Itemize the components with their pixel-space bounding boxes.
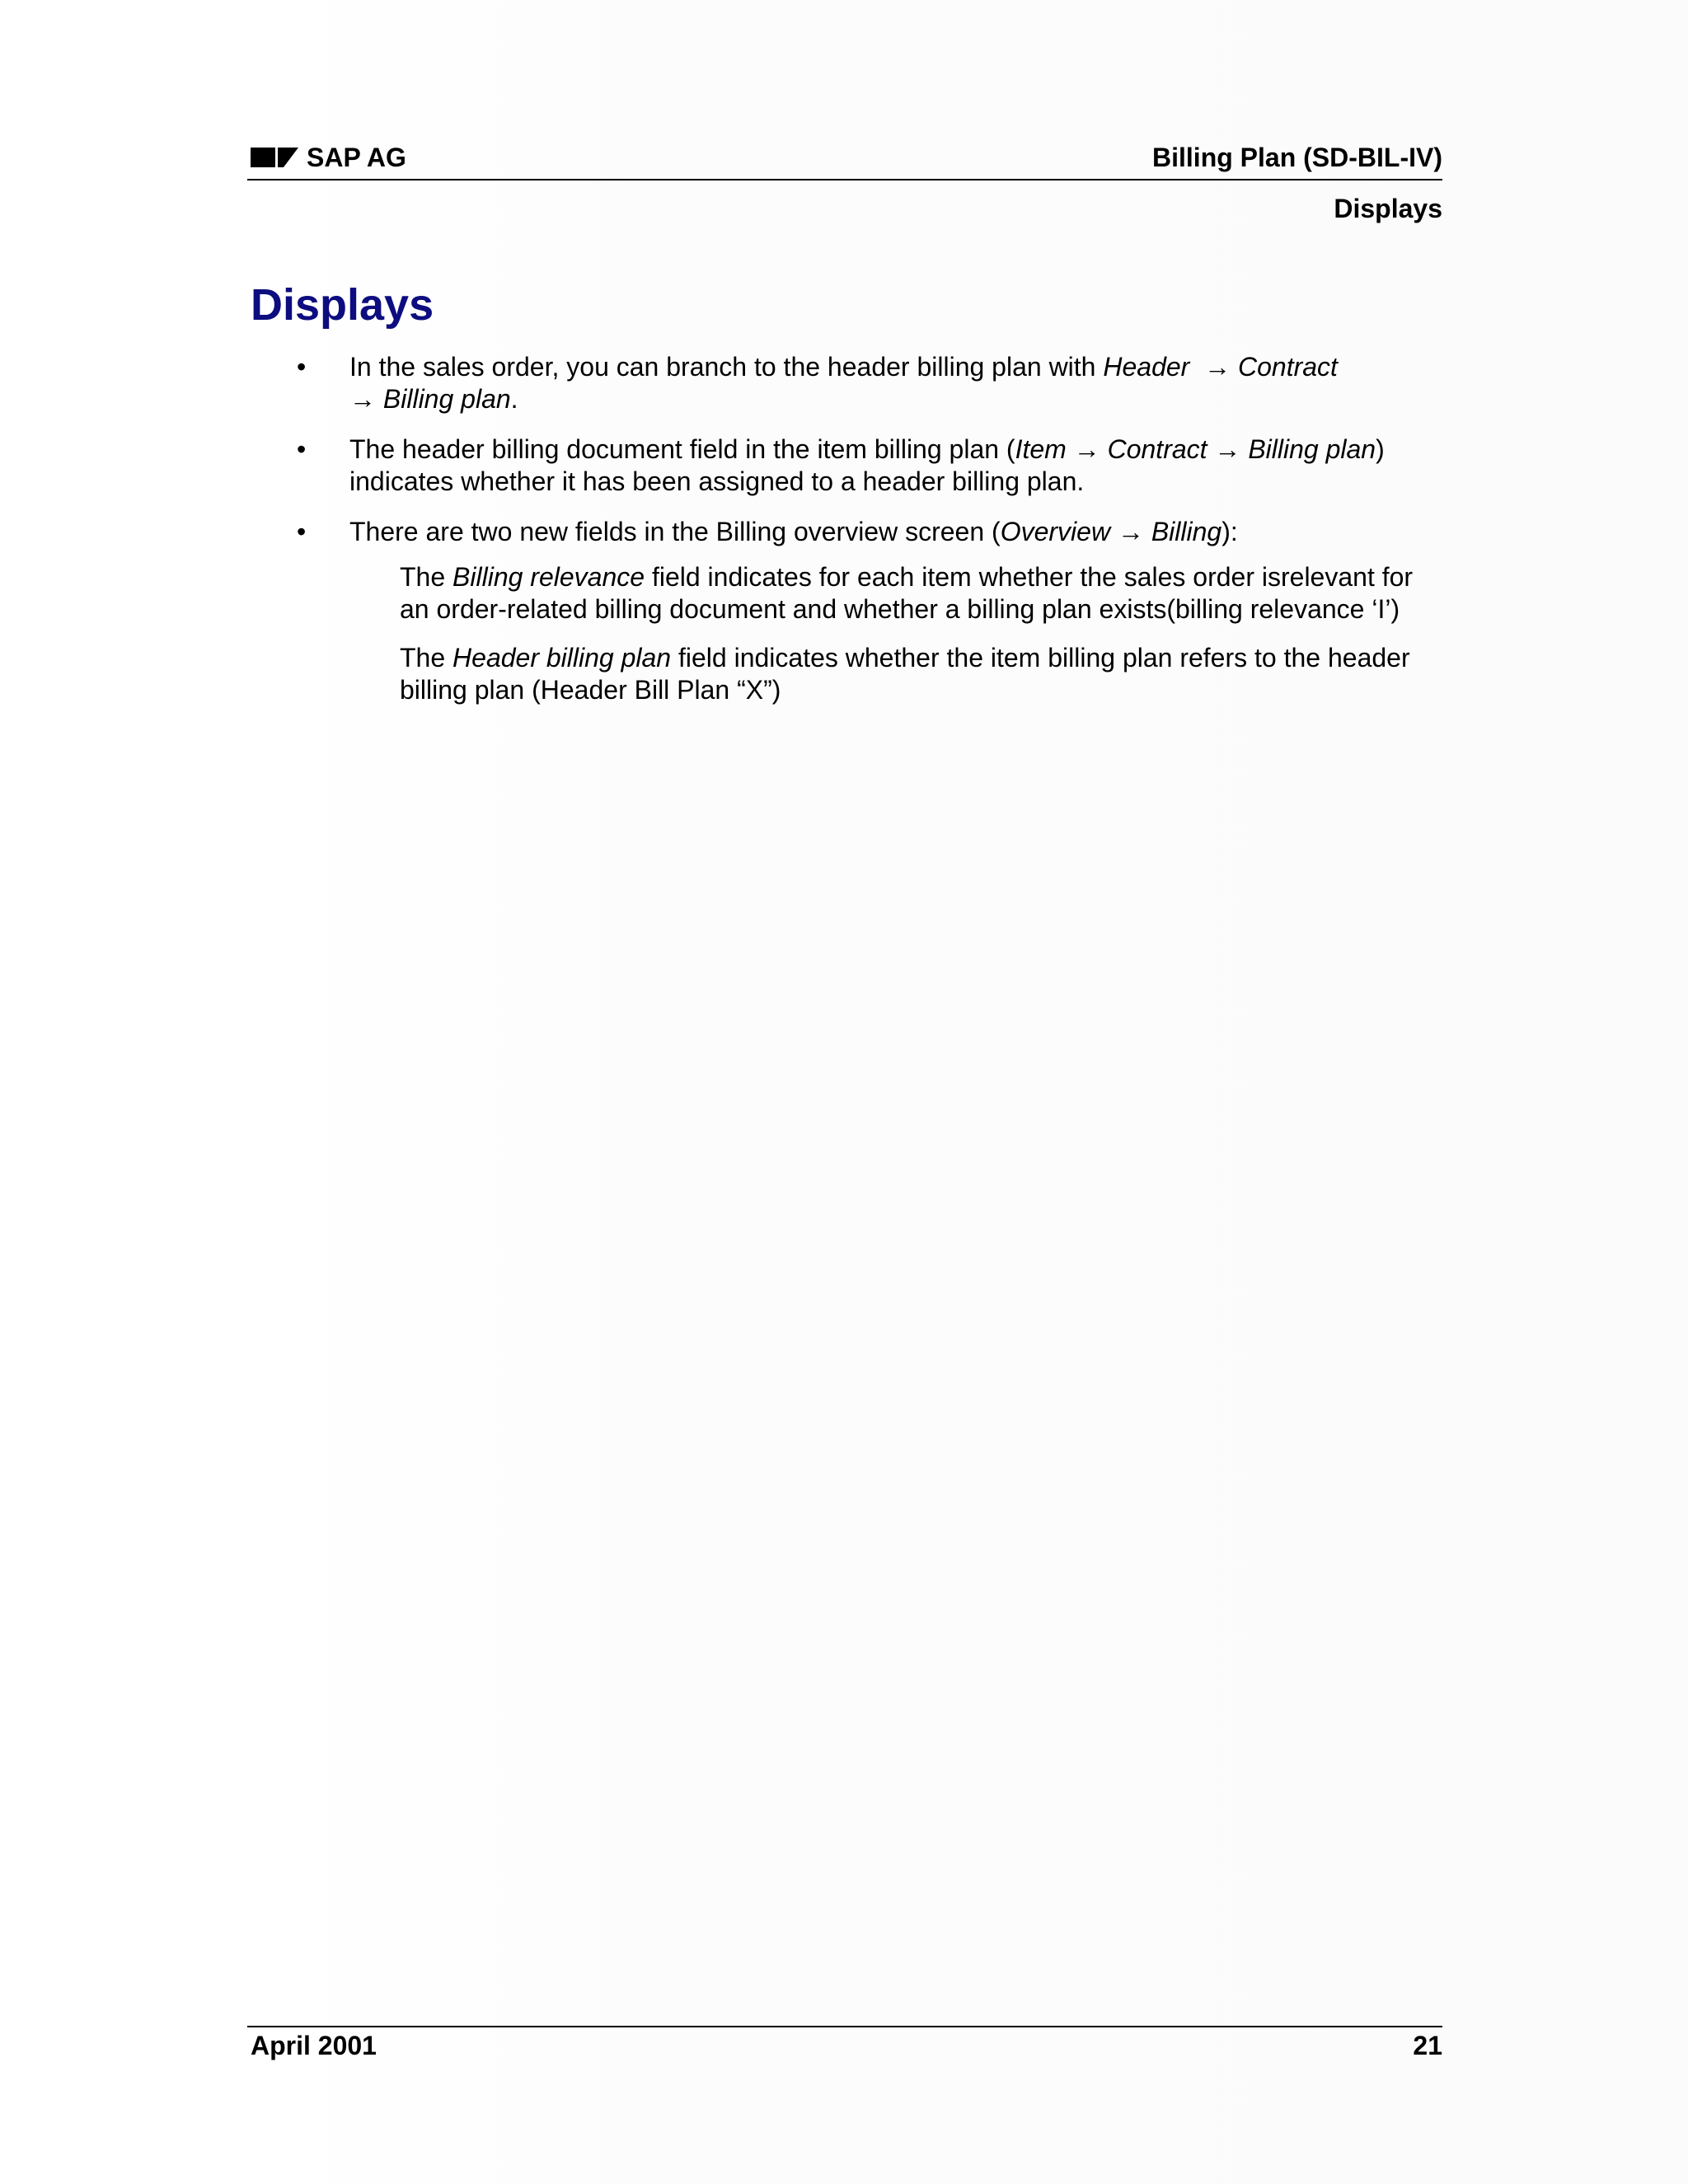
page-background — [272, 0, 1688, 2184]
menu-path-item: Billing plan — [1248, 434, 1376, 464]
arrow-icon: → — [1214, 434, 1241, 464]
header-row — [247, 132, 1442, 178]
publication-date: April 2001 — [251, 2031, 377, 2060]
field-description-header-billing-plan: The Header billing plan field indicates whether the item billing plan refers to the header billing plan (Header Bill Plan “X”) — [400, 643, 1410, 705]
bullet-text: The header billing document field in the item billing plan ( — [349, 434, 1015, 464]
menu-path-item: Billing — [1151, 517, 1222, 546]
menu-path-item: Overview — [1000, 517, 1111, 546]
field-name: Header billing plan — [452, 643, 672, 673]
footer-rule — [247, 2026, 1442, 2027]
menu-path-item: Header — [1103, 352, 1190, 382]
header-rule — [247, 179, 1442, 180]
page-title: Displays — [251, 280, 434, 330]
bullet-dot-icon: • — [297, 517, 307, 546]
bullet-list — [247, 351, 1442, 548]
company-name: SAP AG — [307, 143, 406, 172]
arrow-icon: → — [1117, 517, 1144, 546]
list-item — [247, 434, 1442, 498]
bullet-text: ): — [1221, 517, 1238, 546]
arrow-icon: → — [1073, 434, 1100, 464]
page-header — [247, 132, 1442, 223]
sap-logo-icon — [251, 147, 298, 168]
menu-path-item: Billing plan — [382, 384, 511, 414]
arrow-icon: → — [1204, 352, 1231, 382]
company-logo — [251, 142, 406, 173]
bullet-dot-icon: • — [297, 434, 307, 464]
field-name: Billing relevance — [452, 562, 645, 592]
bullet-text: ) indicates whether it has been assigned to a header billing plan. — [349, 434, 1385, 496]
bullet-dot-icon: • — [297, 352, 307, 382]
bullet-text: . — [510, 384, 518, 414]
list-item — [247, 351, 1442, 415]
menu-path-item: Item — [1015, 434, 1067, 464]
menu-path-item: Contract — [1237, 352, 1338, 382]
list-item — [247, 516, 1442, 548]
main-content — [247, 351, 1442, 723]
section-reference: Displays — [1334, 194, 1442, 223]
document-title: Billing Plan (SD-BIL-IV) — [1152, 143, 1442, 172]
menu-path-item: Contract — [1107, 434, 1207, 464]
arrow-icon: → — [349, 384, 376, 414]
field-description-billing-relevance: The Billing relevance field indicates for each item whether the sales order isrelevant for an order-related billing document and whether a billing plan exists(billing relevance ‘I’) — [400, 562, 1414, 624]
page-number: 21 — [1413, 2031, 1442, 2060]
bullet-text: There are two new fields in the Billing overview screen ( — [349, 517, 1001, 546]
bullet-text: In the sales order, you can branch to the header billing plan with — [349, 352, 1104, 382]
